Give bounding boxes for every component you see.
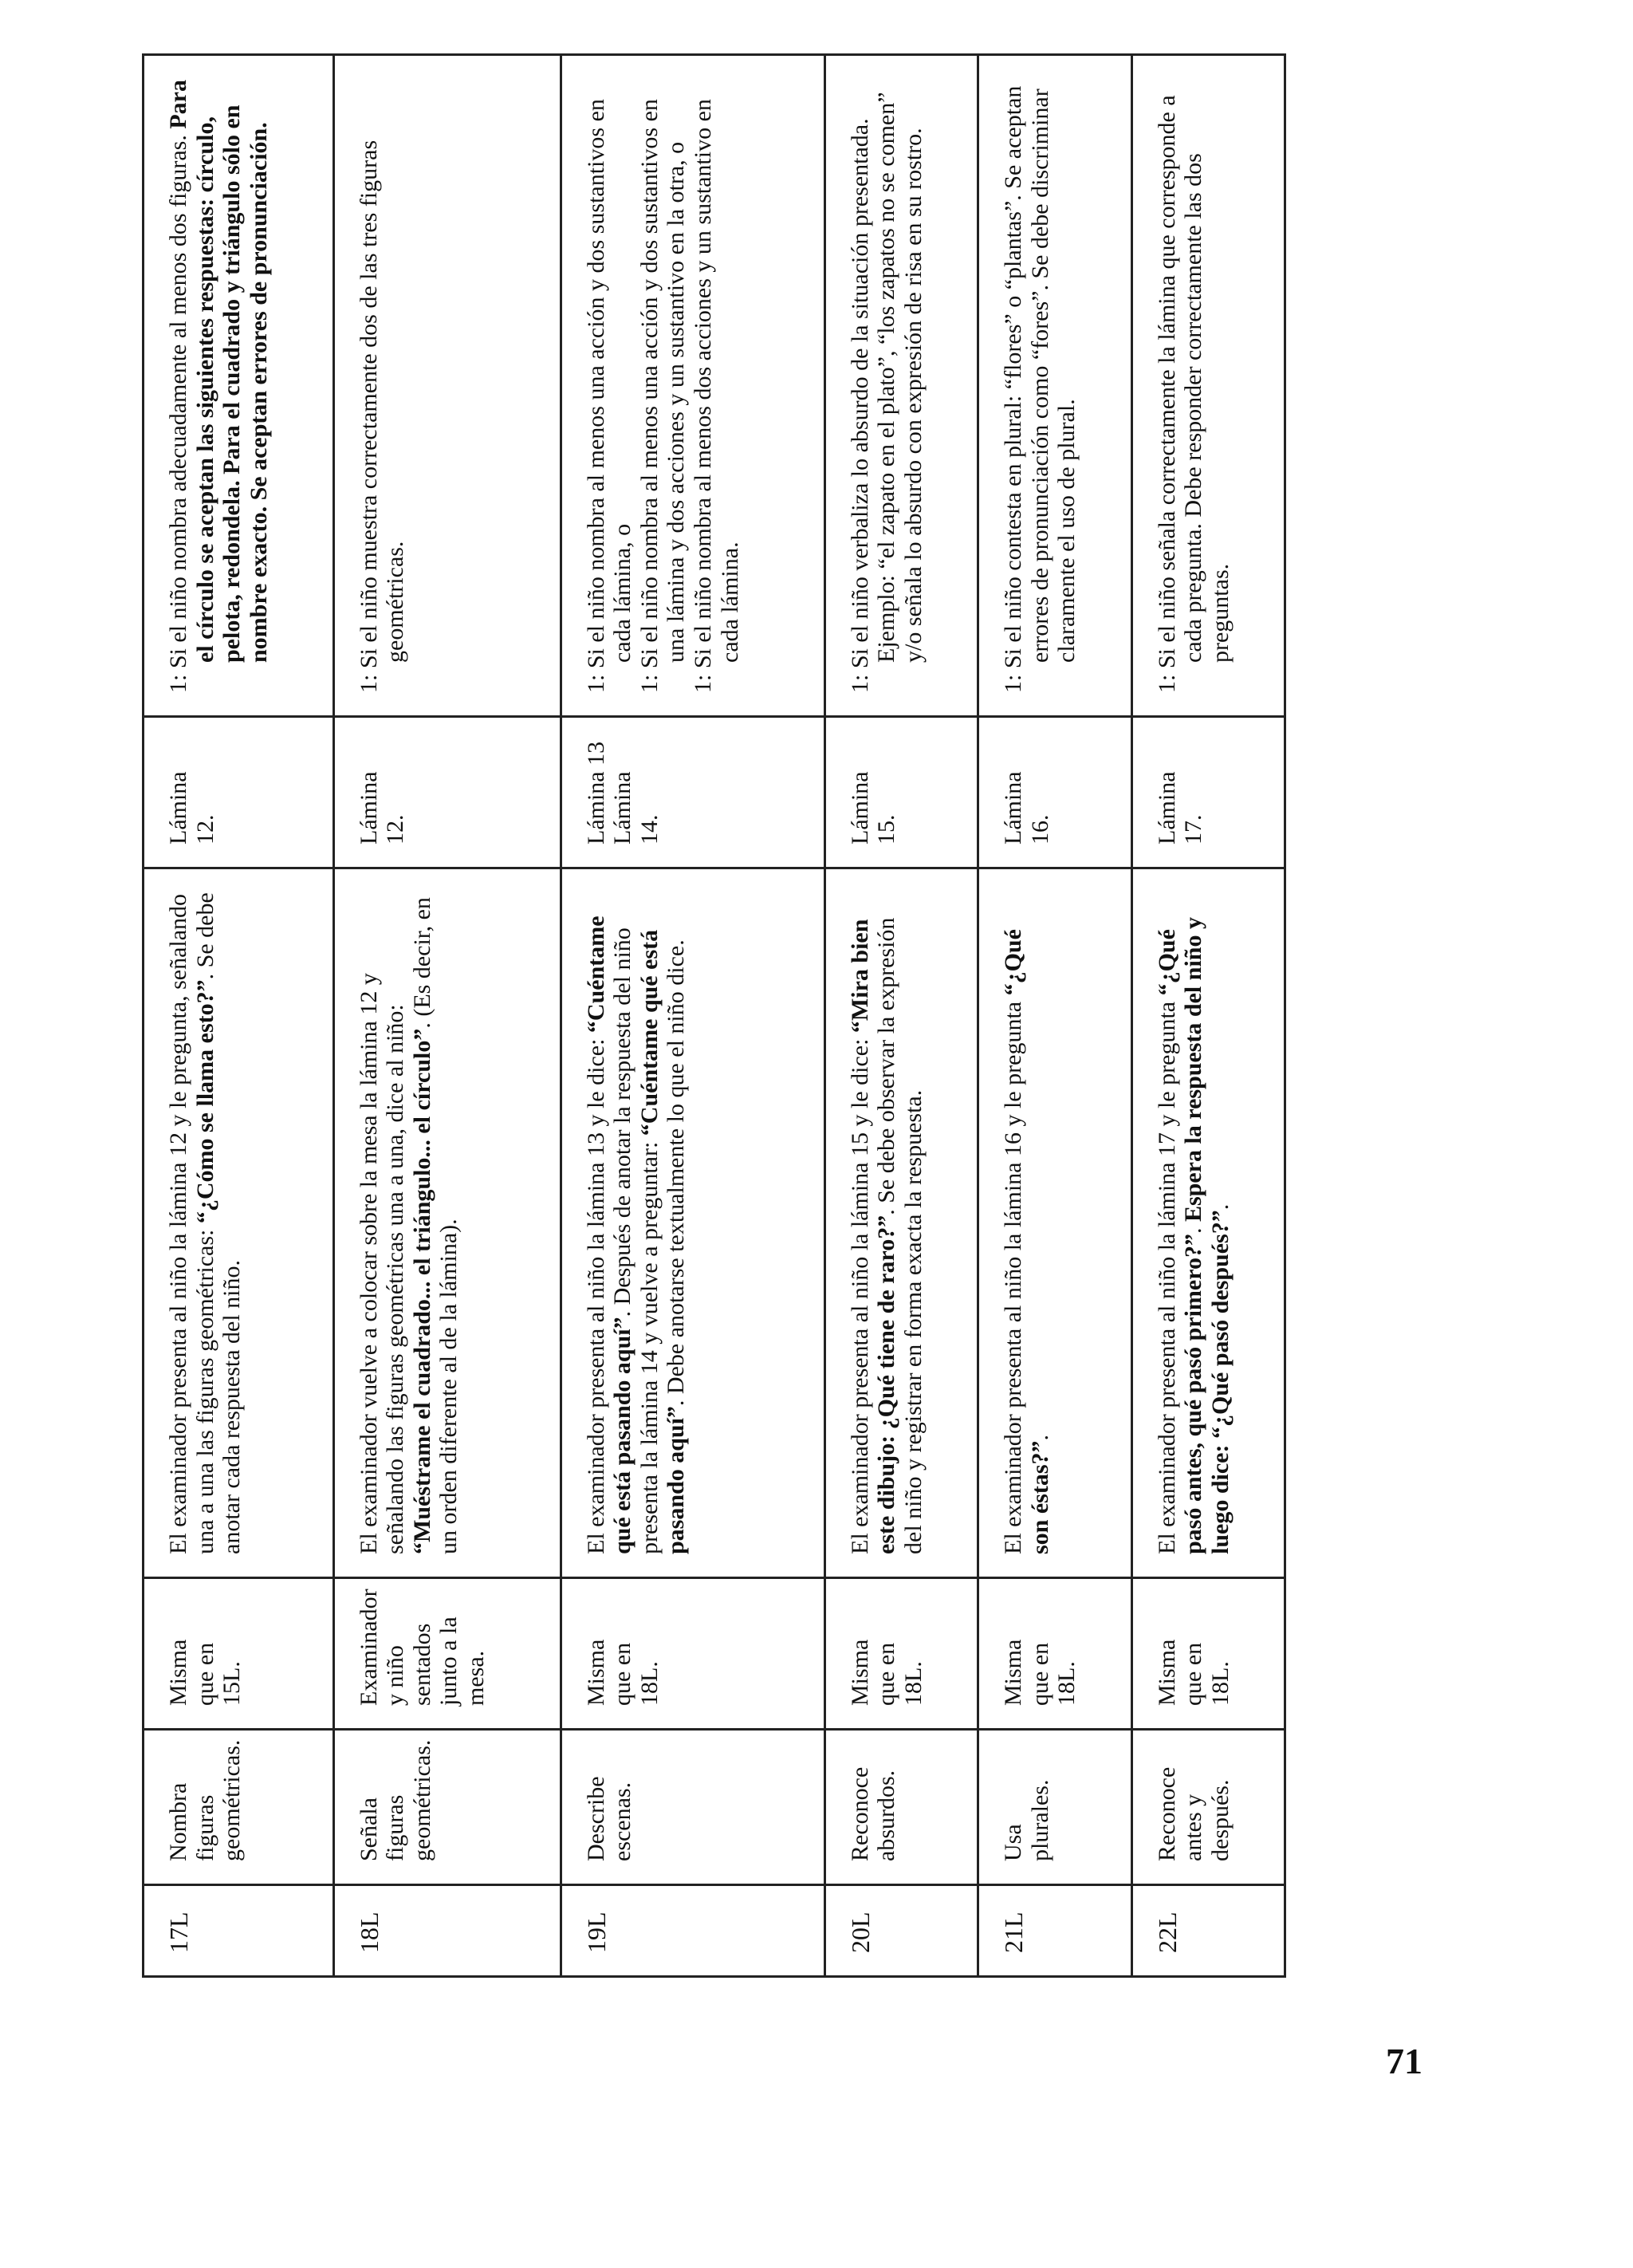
item-code-cell bbox=[144, 1885, 334, 1977]
item-code: 22L bbox=[1152, 1912, 1182, 1953]
procedure-segment: “Cuéntame qué está pasando aquí” bbox=[635, 929, 690, 1554]
procedure-segment: El examinador presenta al niño la lámina 12 y le pregunta, señalando una a una las figuras geométricas: bbox=[165, 893, 218, 1554]
criterion-segment: 1: Si el niño nombra al menos una acción y dos sustantivos en una lámina y dos acciones y un sustantivo en la otra, o bbox=[635, 99, 690, 693]
procedure-cell bbox=[144, 868, 334, 1578]
criteria-cell bbox=[1131, 55, 1285, 717]
procedure-cell bbox=[1131, 868, 1285, 1578]
procedure-segment: El examinador presenta al niño la lámina 17 y le pregunta bbox=[1153, 995, 1180, 1554]
item-code: 18L bbox=[354, 1912, 384, 1953]
criteria-cell bbox=[978, 55, 1131, 717]
procedure-cell bbox=[978, 868, 1131, 1578]
item-name-cell bbox=[978, 1730, 1131, 1885]
item-name: Describe escenas. bbox=[582, 1776, 636, 1861]
position-cell bbox=[561, 1578, 824, 1730]
procedure-segment: “Muéstrame el cuadrado... el triángulo... el círculo” bbox=[408, 1028, 435, 1554]
table-row bbox=[824, 55, 978, 1977]
criterion-line bbox=[636, 78, 690, 693]
procedure-segment: El examinador vuelve a colocar sobre la mesa la lámina 12 y señalando las figuras geométricas una a una, dice al niño: bbox=[355, 973, 409, 1554]
material-cell bbox=[1131, 717, 1285, 868]
material-cell bbox=[333, 717, 561, 868]
material-cell bbox=[144, 717, 334, 868]
item-name-cell bbox=[333, 1730, 561, 1885]
criterion-segment: Para el círculo se aceptan las siguientes respuestas: círculo, pelota, redondela. Para el cuadrado y triángulo sólo en nombre exacto. Se aceptan errores de pronunciación. bbox=[165, 80, 272, 663]
procedure-cell bbox=[333, 868, 561, 1578]
criterion-line bbox=[1154, 78, 1234, 693]
table-row bbox=[978, 55, 1131, 1977]
item-code: 20L bbox=[845, 1912, 875, 1953]
table-row bbox=[1131, 55, 1285, 1977]
position-cell bbox=[1131, 1578, 1285, 1730]
criterion-line bbox=[847, 78, 927, 693]
procedure-cell bbox=[824, 868, 978, 1578]
criterion-segment: 1: Si el niño nombra al menos una acción y dos sustantivos en cada lámina, o bbox=[582, 99, 636, 693]
procedure-segment: . (Es decir, en un orden diferente al de la lámina). bbox=[408, 897, 462, 1554]
item-code-cell bbox=[824, 1885, 978, 1977]
procedure-segment: . Se debe anotar cada respuesta del niño. bbox=[191, 892, 246, 1554]
item-name-cell bbox=[144, 1730, 334, 1885]
position-text: Misma que en 18L. bbox=[1153, 1639, 1234, 1706]
criteria-cell bbox=[824, 55, 978, 717]
material-item: Lámina 15. bbox=[846, 771, 900, 845]
criterion-segment: 1: Si el niño nombra al menos dos acciones y un sustantivo en cada lámina. bbox=[689, 99, 743, 693]
position-text: Misma que en 15L. bbox=[165, 1639, 246, 1706]
criterion-segment: 1: Si el niño nombra adecuadamente al menos dos figuras. bbox=[165, 128, 191, 693]
procedure-segment: . bbox=[1206, 1203, 1234, 1211]
table-row bbox=[144, 55, 334, 1977]
position-cell bbox=[978, 1578, 1131, 1730]
table-body bbox=[144, 55, 1285, 1977]
item-code-cell bbox=[561, 1885, 824, 1977]
criterion-segment: 1: Si el niño señala correctamente la lámina que corresponde a cada pregunta. Debe responder correctamente las dos preguntas. bbox=[1153, 95, 1234, 693]
item-code-cell bbox=[333, 1885, 561, 1977]
position-cell bbox=[824, 1578, 978, 1730]
material-cell bbox=[978, 717, 1131, 868]
criterion-line bbox=[1000, 78, 1080, 693]
material-item: Lámina 13 bbox=[582, 741, 609, 845]
procedure-segment: . Se debe observar la expresión del niño y registrar en forma exacta la respuesta. bbox=[873, 917, 927, 1554]
criterion-segment: 1: Si el niño muestra correctamente dos de las tres figuras geométricas. bbox=[355, 140, 409, 693]
item-name: Reconoce absurdos. bbox=[846, 1766, 900, 1861]
procedure-segment: “¿Qué pasó antes, qué pasó primero?” bbox=[1153, 929, 1207, 1554]
item-code: 17L bbox=[164, 1912, 193, 1953]
material-item: Lámina 17. bbox=[1153, 771, 1207, 845]
position-text: Misma que en 18L. bbox=[846, 1639, 927, 1706]
criterion-segment: 1: Si el niño contesta en plural: “flores” o “plantas”. Se aceptan errores de pronunciación como “fores”. Se debe discriminar claramente el uso de plural. bbox=[1000, 85, 1080, 693]
material-item: Lámina 16. bbox=[1000, 771, 1053, 845]
procedure-segment: . Debe anotarse textualmente lo que el niño dice. bbox=[663, 939, 690, 1407]
item-name: Reconoce antes y después. bbox=[1153, 1766, 1234, 1861]
position-cell bbox=[144, 1578, 334, 1730]
procedure-segment: “¿Qué son éstas?” bbox=[1000, 929, 1053, 1554]
procedure-segment: El examinador presenta al niño la lámina 15 y le dice: bbox=[846, 1033, 873, 1554]
item-name-cell bbox=[1131, 1730, 1285, 1885]
procedure-segment: “Mira bien este dibujo: ¿Qué tiene de raro?” bbox=[846, 919, 900, 1554]
item-code: 19L bbox=[581, 1912, 611, 1953]
material-item: Lámina 12. bbox=[165, 771, 218, 845]
table-row bbox=[333, 55, 561, 1977]
page-number: 71 bbox=[1386, 2041, 1422, 2081]
item-code: 21L bbox=[999, 1912, 1029, 1953]
material-cell bbox=[824, 717, 978, 868]
criteria-cell bbox=[561, 55, 824, 717]
procedure-segment: . bbox=[1180, 1222, 1207, 1234]
item-name: Usa plurales. bbox=[1000, 1779, 1053, 1861]
item-name: Nombra figuras geométricas. bbox=[165, 1739, 246, 1861]
criterion-line bbox=[690, 78, 743, 693]
procedure-segment: “Cuéntame qué está pasando aquí” bbox=[582, 915, 636, 1554]
criterion-line bbox=[165, 78, 272, 693]
evaluation-table bbox=[142, 53, 1286, 1978]
criteria-cell bbox=[144, 55, 334, 717]
item-code-cell bbox=[1131, 1885, 1285, 1977]
material-item: Lámina 14. bbox=[609, 771, 663, 845]
criterion-line bbox=[356, 78, 409, 693]
material-item: Lámina 12. bbox=[355, 771, 409, 845]
item-name: Señala figuras geométricas. bbox=[355, 1739, 435, 1861]
item-code-cell bbox=[978, 1885, 1131, 1977]
table-row bbox=[561, 55, 824, 1977]
procedure-segment: El examinador presenta al niño la lámina 13 y le dice: bbox=[582, 1033, 609, 1554]
position-text: Misma que en 18L. bbox=[582, 1639, 663, 1706]
position-text: Misma que en 18L. bbox=[1000, 1639, 1080, 1706]
procedure-segment: . bbox=[1026, 1434, 1053, 1441]
material-cell bbox=[561, 717, 824, 868]
procedure-segment: “¿Cómo se llama esto?” bbox=[191, 979, 218, 1224]
position-cell bbox=[333, 1578, 561, 1730]
criterion-segment: 1: Si el niño verbaliza lo absurdo de la situación presentada. Ejemplo: “el zapato en el plato”, “los zapatos no se comen” y/o señala lo absurdo con expresión de risa en su rostro. bbox=[846, 92, 927, 693]
criterion-line bbox=[583, 78, 636, 693]
item-name-cell bbox=[561, 1730, 824, 1885]
procedure-segment: El examinador presenta al niño la lámina 16 y le pregunta bbox=[1000, 995, 1027, 1554]
procedure-segment: “¿Qué pasó después?” bbox=[1206, 1210, 1234, 1439]
criteria-cell bbox=[333, 55, 561, 717]
rotated-table-wrapper bbox=[142, 56, 1286, 1978]
position-text: Examinador y niño sentados junto a la mesa. bbox=[355, 1589, 490, 1706]
procedure-segment: . Después de anotar la respuesta del niño presenta la lámina 14 y vuelve a preguntar: bbox=[609, 927, 663, 1554]
procedure-cell bbox=[561, 868, 824, 1578]
procedure-segment: Espera la respuesta del niño y luego dice: bbox=[1180, 917, 1234, 1554]
item-name-cell bbox=[824, 1730, 978, 1885]
